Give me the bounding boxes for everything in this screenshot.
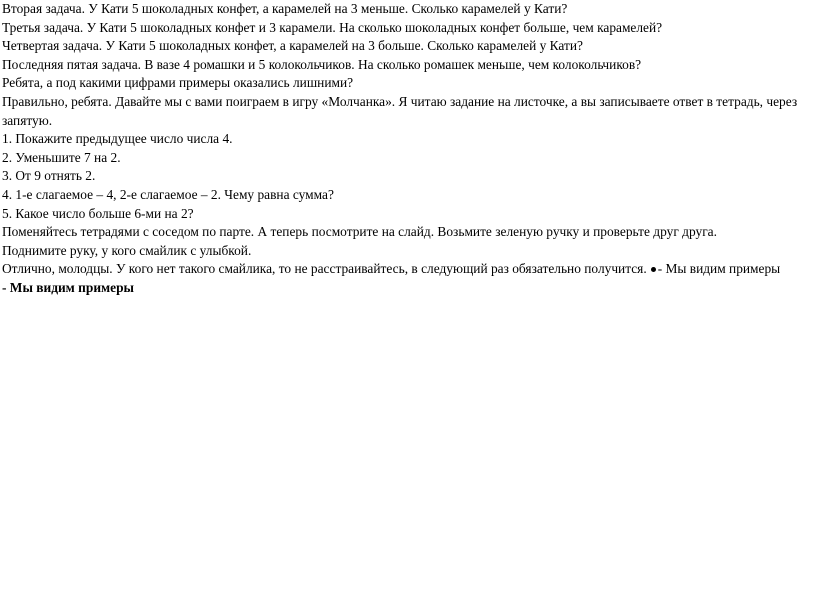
paragraph-raise-hand: Поднимите руку, у кого смайлик с улыбкой. [2,242,252,258]
paragraph-task-3: Третья задача. У Кати 5 шоколадных конфет и 3 карамели. На сколько шоколадных конфет больше, чем карамелей? [2,19,663,35]
paragraph-task-4: Четвертая задача. У Кати 5 шоколадных конфет, а карамелей на 3 больше. Сколько карамелей у Кати? [2,38,583,54]
paragraph-task-5: Последняя пятая задача. В вазе 4 ромашки и 5 колокольчиков. На сколько ромашек меньше, чем колокольчиков? [2,56,642,72]
list-item-4: 4. 1-е слагаемое – 4, 2-е слагаемое – 2. Чему равна сумма? [2,186,334,202]
well-done-text: Отлично, молодцы. У кого нет такого смайлика, то не расстраивайтесь, в следующий раз обязательно получится. [2,261,647,277]
list-item-1: 1. Покажите предыдущее число числа 4. [2,131,233,147]
paragraph-game-intro: Правильно, ребята. Давайте мы с вами поиграем в игру «Молчанка». Я читаю задание на листочке, а вы записываете ответ в тетрадь, через запятую. [2,93,798,128]
paragraph-question: Ребята, а под какими цифрами примеры оказались лишними? [2,75,354,91]
paragraph-swap-notebooks: Поменяйтесь тетрадями с соседом по парте. А теперь посмотрите на слайд. Возьмите зеленую ручку и проверьте друг друга. [2,224,717,240]
paragraph-answer-bold: - Мы видим примеры [2,279,134,295]
bullet-icon [651,267,656,272]
document-body [2,0,808,298]
paragraph-well-done [2,260,808,279]
inline-answer: - Мы видим примеры [657,261,781,277]
list-item-3: 3. От 9 отнять 2. [2,168,96,184]
list-item-5: 5. Какое число больше 6-ми на 2? [2,205,194,221]
paragraph-task-2: Вторая задача. У Кати 5 шоколадных конфет, а карамелей на 3 меньше. Сколько карамелей у Кати? [2,1,568,16]
list-item-2: 2. Уменьшите 7 на 2. [2,149,121,165]
